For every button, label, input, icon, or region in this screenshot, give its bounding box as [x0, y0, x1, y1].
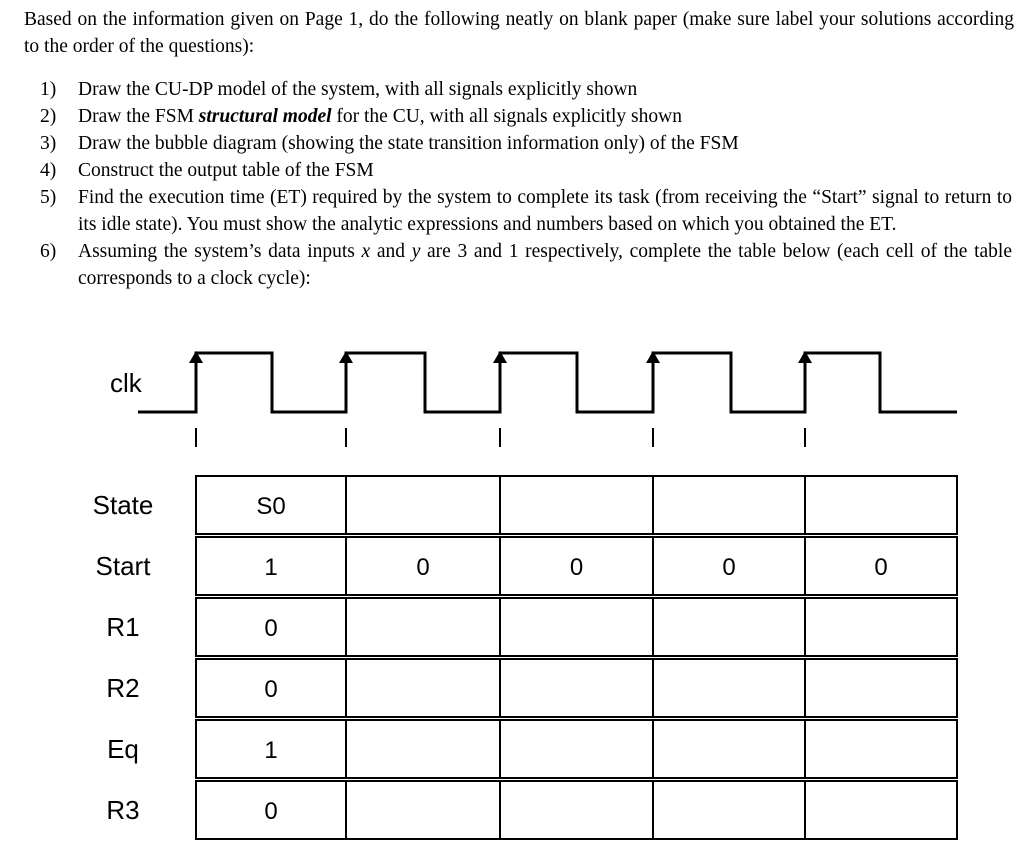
question-number: 1) — [40, 79, 57, 100]
question-text-run: Draw the CU-DP model of the system, with all signals explicitly shown — [78, 79, 638, 100]
instructions-text: Based on the information given on Page 1, do the following neatly on blank paper (make sure label your solutions according to the order of the questions): — [24, 9, 1014, 57]
table-row-frame — [196, 781, 957, 839]
question-text-run: Find the execution time (ET) required by the system to complete its task (from receiving the “Start” signal to return to its idle state). You must show the analytic expressions and numbers based on which you obtained the ET. — [78, 187, 1012, 235]
table-cell: 0 — [416, 554, 430, 581]
table-row-frame — [196, 659, 957, 717]
table-cell: S0 — [256, 493, 286, 520]
question-number: 6) — [40, 241, 57, 262]
table-cell: 0 — [264, 615, 278, 642]
question-text-run: Draw the FSM — [78, 106, 199, 127]
question-number: 4) — [40, 160, 57, 181]
question-text-run: Draw the bubble diagram (showing the state transition information only) of the FSM — [78, 133, 739, 154]
signal-label: R2 — [106, 673, 140, 703]
question-text-run: Assuming the system’s data inputs — [78, 241, 362, 262]
table-row-frame — [196, 598, 957, 656]
table-cell: 0 — [264, 798, 278, 825]
signal-label: State — [92, 490, 154, 520]
question-text-run: and — [370, 241, 412, 262]
question-number: 2) — [40, 106, 57, 127]
question-text-run: Construct the output table of the FSM — [78, 160, 374, 181]
question-text-run: structural model — [198, 106, 332, 127]
table-row-frame — [196, 476, 957, 534]
question-text-run: y — [411, 241, 421, 262]
question-text-run: x — [361, 241, 371, 262]
signal-label: R1 — [106, 612, 140, 642]
clock-waveform — [138, 353, 957, 412]
table-cell: 0 — [874, 554, 888, 581]
signal-label: Start — [95, 551, 151, 581]
question-number: 3) — [40, 133, 57, 154]
signal-label: R3 — [106, 795, 140, 825]
table-cell: 1 — [264, 737, 278, 764]
table-cell: 0 — [569, 554, 584, 581]
cycle-table — [93, 476, 957, 839]
table-row-frame — [196, 720, 957, 778]
question-number: 5) — [40, 187, 57, 208]
signal-label: Eq — [107, 734, 139, 764]
clock-label: clk — [110, 368, 142, 398]
table-cell: 1 — [264, 554, 278, 581]
question-text-run: for the CU, with all signals explicitly shown — [331, 106, 682, 127]
cycle-tick-marks — [196, 428, 805, 447]
question-text-run: are 3 and 1 respectively, complete the table below (each cell of the table corresponds to a clock cycle): — [78, 241, 1013, 289]
table-cell: 0 — [264, 676, 278, 703]
table-cell: 0 — [722, 554, 736, 581]
